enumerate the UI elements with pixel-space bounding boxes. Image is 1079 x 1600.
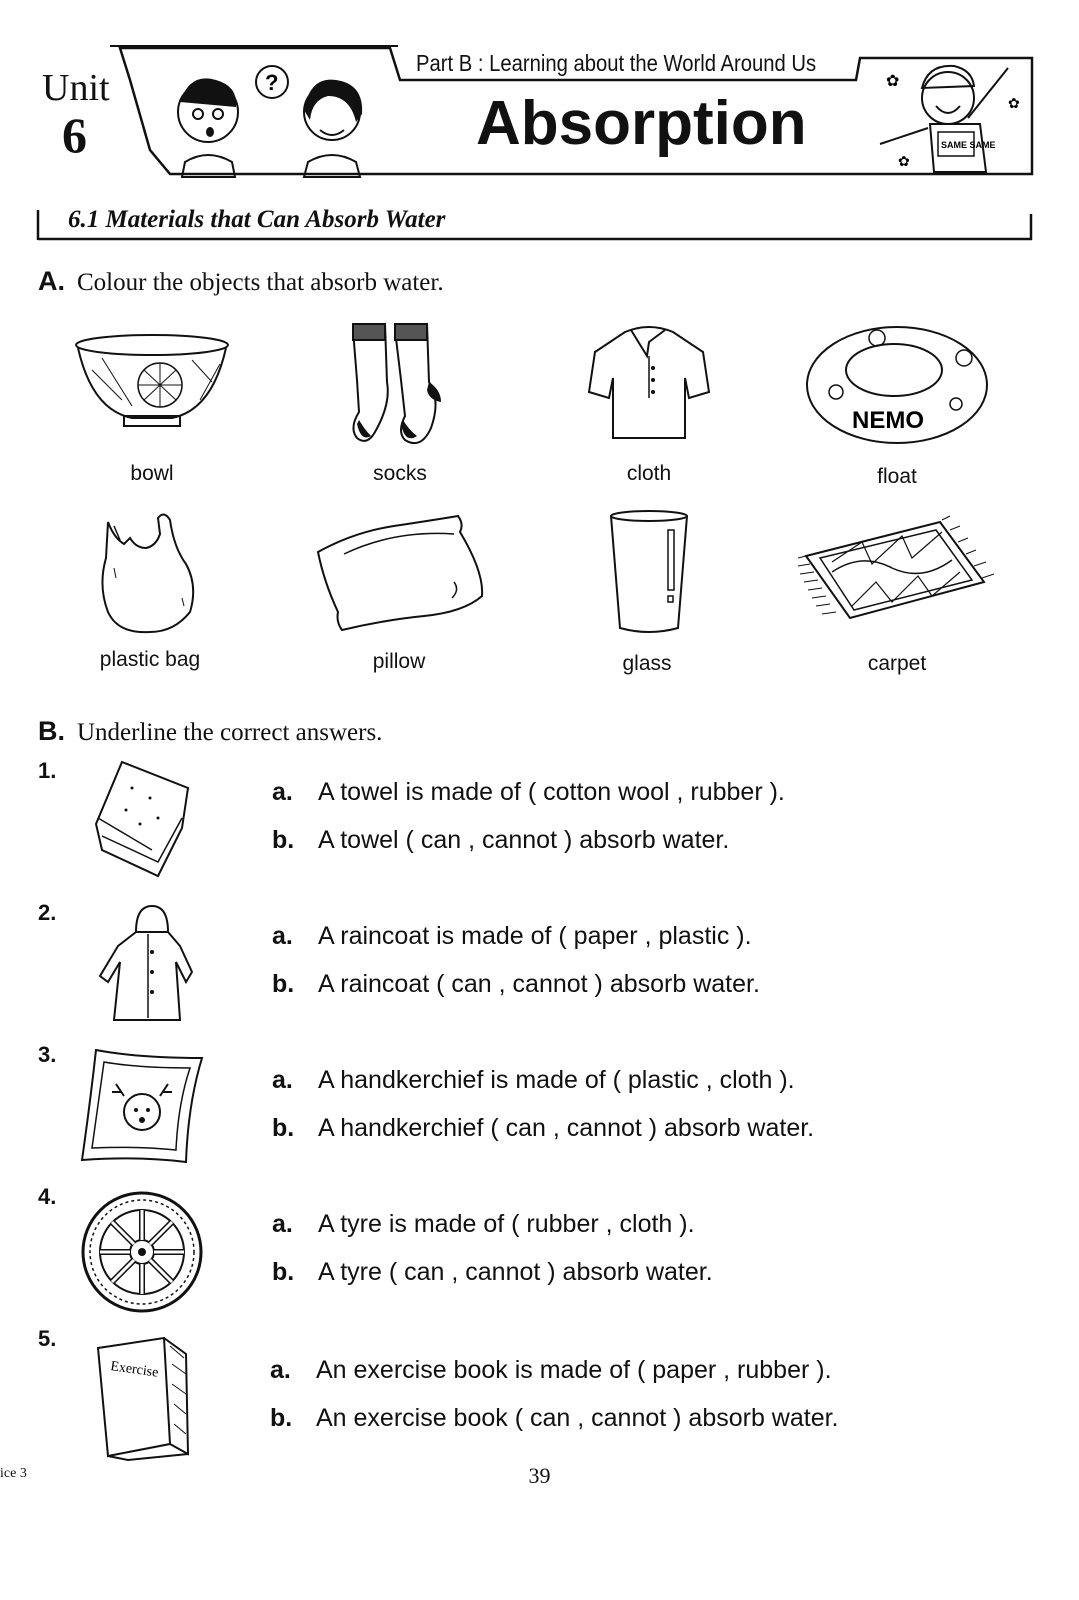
object-label-carpet: carpet	[867, 652, 927, 675]
part-a-instruction: Colour the objects that absorb water.	[77, 269, 444, 296]
question-1-a: a. A towel is made of ( cotton wool , rubber ).	[272, 778, 785, 806]
part-subtitle: Part B : Learning about the World Around Us	[416, 50, 817, 76]
book-cover-label: Exercise	[109, 1359, 160, 1381]
carpet-icon[interactable]	[792, 512, 1002, 632]
question-number: 3.	[38, 1042, 57, 1067]
kids-thinking-icon	[160, 52, 390, 182]
float-ring-icon[interactable]	[802, 320, 992, 450]
question-4-b: b. A tyre ( can , cannot ) absorb water.	[272, 1258, 713, 1286]
corner-label: ice 3	[0, 1466, 27, 1481]
question-number: 2.	[38, 900, 57, 925]
object-label-float: float	[877, 465, 917, 488]
shirt-icon[interactable]	[585, 318, 715, 448]
object-label-socks: socks	[373, 462, 427, 485]
bowl-icon[interactable]	[72, 330, 232, 440]
question-4-a: a. A tyre is made of ( rubber , cloth ).	[272, 1210, 695, 1238]
object-label-bowl: bowl	[130, 462, 174, 485]
question-1-b: b. A towel ( can , cannot ) absorb water.	[272, 826, 730, 854]
part-b-heading	[38, 716, 382, 747]
glass-icon[interactable]	[604, 508, 694, 638]
question-3-a: a. A handkerchief is made of ( plastic , cloth ).	[272, 1066, 795, 1094]
shirt-badge: SAME SAME	[941, 140, 996, 150]
question-number: 5.	[38, 1326, 57, 1351]
part-a-heading	[38, 266, 444, 297]
unit-label: Unit	[42, 67, 110, 109]
towel-icon	[92, 758, 202, 883]
object-label-glass: glass	[622, 652, 672, 675]
part-b-letter: B.	[38, 716, 65, 746]
svg-text:✿: ✿	[1008, 95, 1020, 111]
raincoat-icon	[96, 902, 196, 1027]
part-b-instruction: Underline the correct answers.	[77, 719, 383, 746]
question-5-b: b. An exercise book ( can , cannot ) absorb water.	[270, 1404, 839, 1432]
float-print: NEMO	[852, 407, 924, 434]
svg-text:✿: ✿	[898, 153, 910, 169]
plastic-bag-icon[interactable]	[96, 508, 206, 638]
question-2-a: a. A raincoat is made of ( paper , plastic ).	[272, 922, 752, 950]
socks-icon[interactable]	[345, 320, 455, 450]
part-a-letter: A.	[38, 266, 65, 296]
question-number: 1.	[38, 758, 57, 783]
page-title: Absorption	[476, 89, 807, 158]
object-label-pillow: pillow	[372, 650, 426, 673]
exercise-book-icon	[94, 1334, 194, 1460]
unit-number: 6	[62, 107, 87, 163]
handkerchief-icon	[78, 1044, 208, 1169]
object-label-cloth: cloth	[626, 462, 672, 485]
question-3-b: b. A handkerchief ( can , cannot ) absorb water.	[272, 1114, 815, 1142]
pillow-icon[interactable]	[314, 512, 489, 632]
question-2-b: b. A raincoat ( can , cannot ) absorb water.	[272, 970, 760, 998]
question-number: 4.	[38, 1184, 57, 1209]
question-5-a: a. An exercise book is made of ( paper , rubber ).	[270, 1356, 832, 1384]
page-number: 39	[528, 1463, 551, 1488]
svg-text:✿: ✿	[886, 73, 900, 90]
object-label-plastic-bag: plastic bag	[99, 648, 201, 671]
tyre-icon	[80, 1190, 204, 1314]
section-title: 6.1 Materials that Can Absorb Water	[68, 206, 446, 233]
svg-text:?: ?	[265, 70, 279, 95]
happy-kid-icon	[868, 48, 1028, 178]
